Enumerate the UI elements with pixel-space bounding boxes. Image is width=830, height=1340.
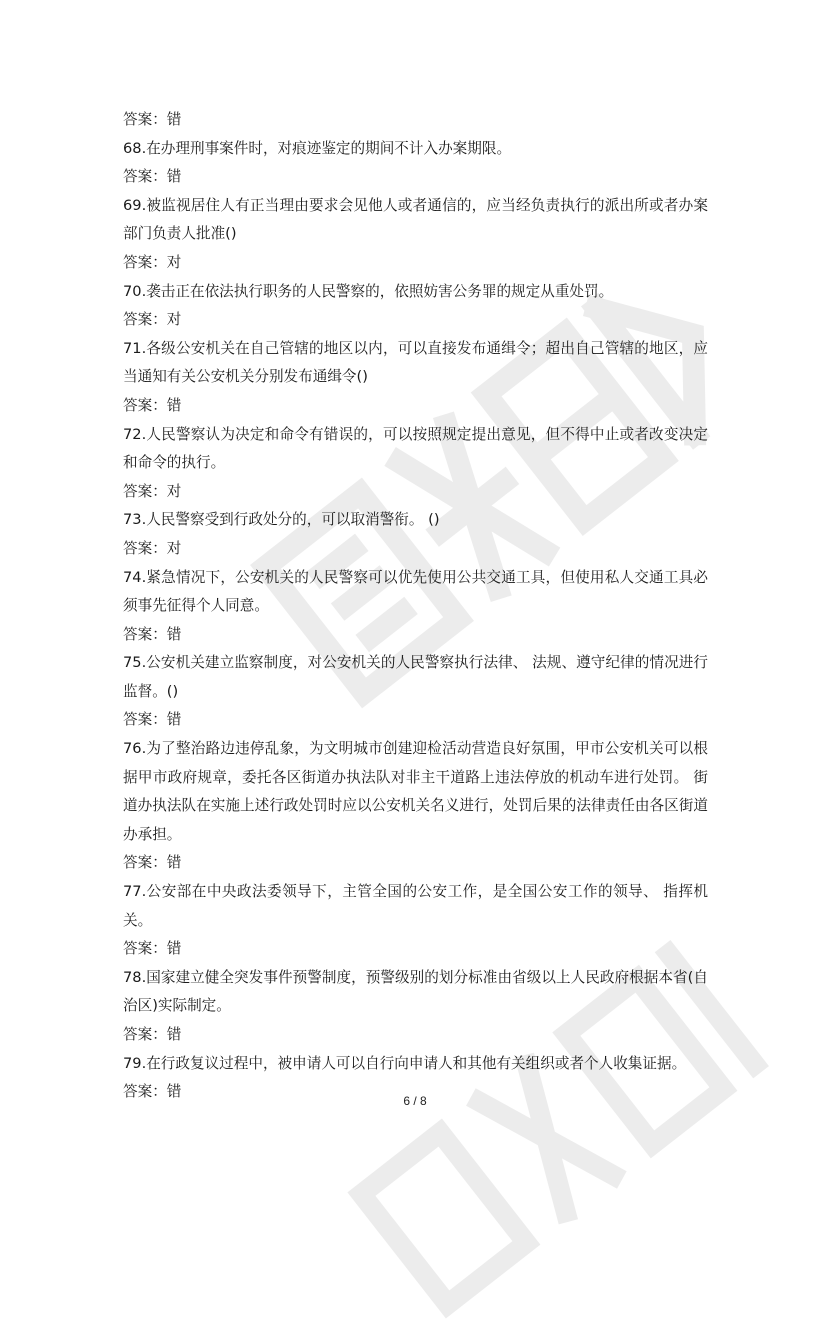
answer-line: 答案：错	[123, 1026, 182, 1043]
answer-line: 答案：错	[123, 396, 182, 414]
qa-list	[123, 106, 708, 1107]
question-77: 77.公安部在中央政法委领导下，主管全国的公安工作，是全国公安工作的领导、 指挥机关。	[123, 883, 708, 929]
answer-line: 答案：错	[123, 1083, 182, 1101]
answer-line: 答案：对	[123, 311, 182, 329]
question-79: 79.在行政复议过程中，被申请人可以自行向申请人和其他有关组织或者个人收集证据。	[123, 1054, 687, 1072]
question-69: 69.被监视居住人有正当理由要求会见他人或者通信的，应当经负责执行的派出所或者办案部门负责人批准()	[123, 196, 708, 243]
answer-line: 答案：错	[123, 168, 182, 186]
answer-line: 答案：对	[123, 482, 182, 500]
answer-line: 答案：对	[123, 539, 182, 557]
question-70: 70.袭击正在依法执行职务的人民警察的，依照妨害公务罪的规定从重处罚。	[123, 282, 614, 300]
answer-line: 答案：错	[123, 111, 182, 128]
answer-line: 答案：错	[123, 625, 182, 643]
question-68: 68.在办理刑事案件时，对痕迹鉴定的期间不计入办案期限。	[123, 139, 512, 157]
question-72: 72.人民警察认为决定和命令有错误的，可以按照规定提出意见，但不得中止或者改变决定和命令的执行。	[123, 425, 708, 472]
question-76: 76.为了整治路边违停乱象，为文明城市创建迎检活动营造良好氛围，甲市公安机关可以根据甲市政府规章，委托各区街道办执法队对非主干道路上违法停放的机动车进行处罚。 街道办执法队在实施上述行政处罚时应以公安机关名义进行，处罚后果的法律责任由各区街道办承担。	[123, 740, 708, 843]
question-78: 78.国家建立健全突发事件预警制度，预警级别的划分标准由省级以上人民政府根据本省(自治区)实际制定。	[123, 968, 708, 1015]
answer-line: 答案：对	[123, 253, 182, 271]
question-74: 74.紧急情况下，公安机关的人民警察可以优先使用公共交通工具，但使用私人交通工具必须事先征得个人同意。	[123, 568, 708, 615]
question-71: 71.各级公安机关在自己管辖的地区以内，可以直接发布通缉令；超出自己管辖的地区，应当通知有关公安机关分别发布通缉令()	[123, 339, 708, 386]
page-indicator: 6 / 8	[403, 1094, 427, 1108]
question-73: 73.人民警察受到行政处分的，可以取消警衔。 ()	[123, 511, 440, 529]
answer-line: 答案：错	[123, 711, 182, 729]
answer-line: 答案：错	[123, 940, 182, 958]
question-75: 75.公安机关建立监察制度，对公安机关的人民警察执行法律、 法规、遵守纪律的情况进行监督。()	[123, 654, 708, 700]
answer-line: 答案：错	[123, 854, 182, 872]
